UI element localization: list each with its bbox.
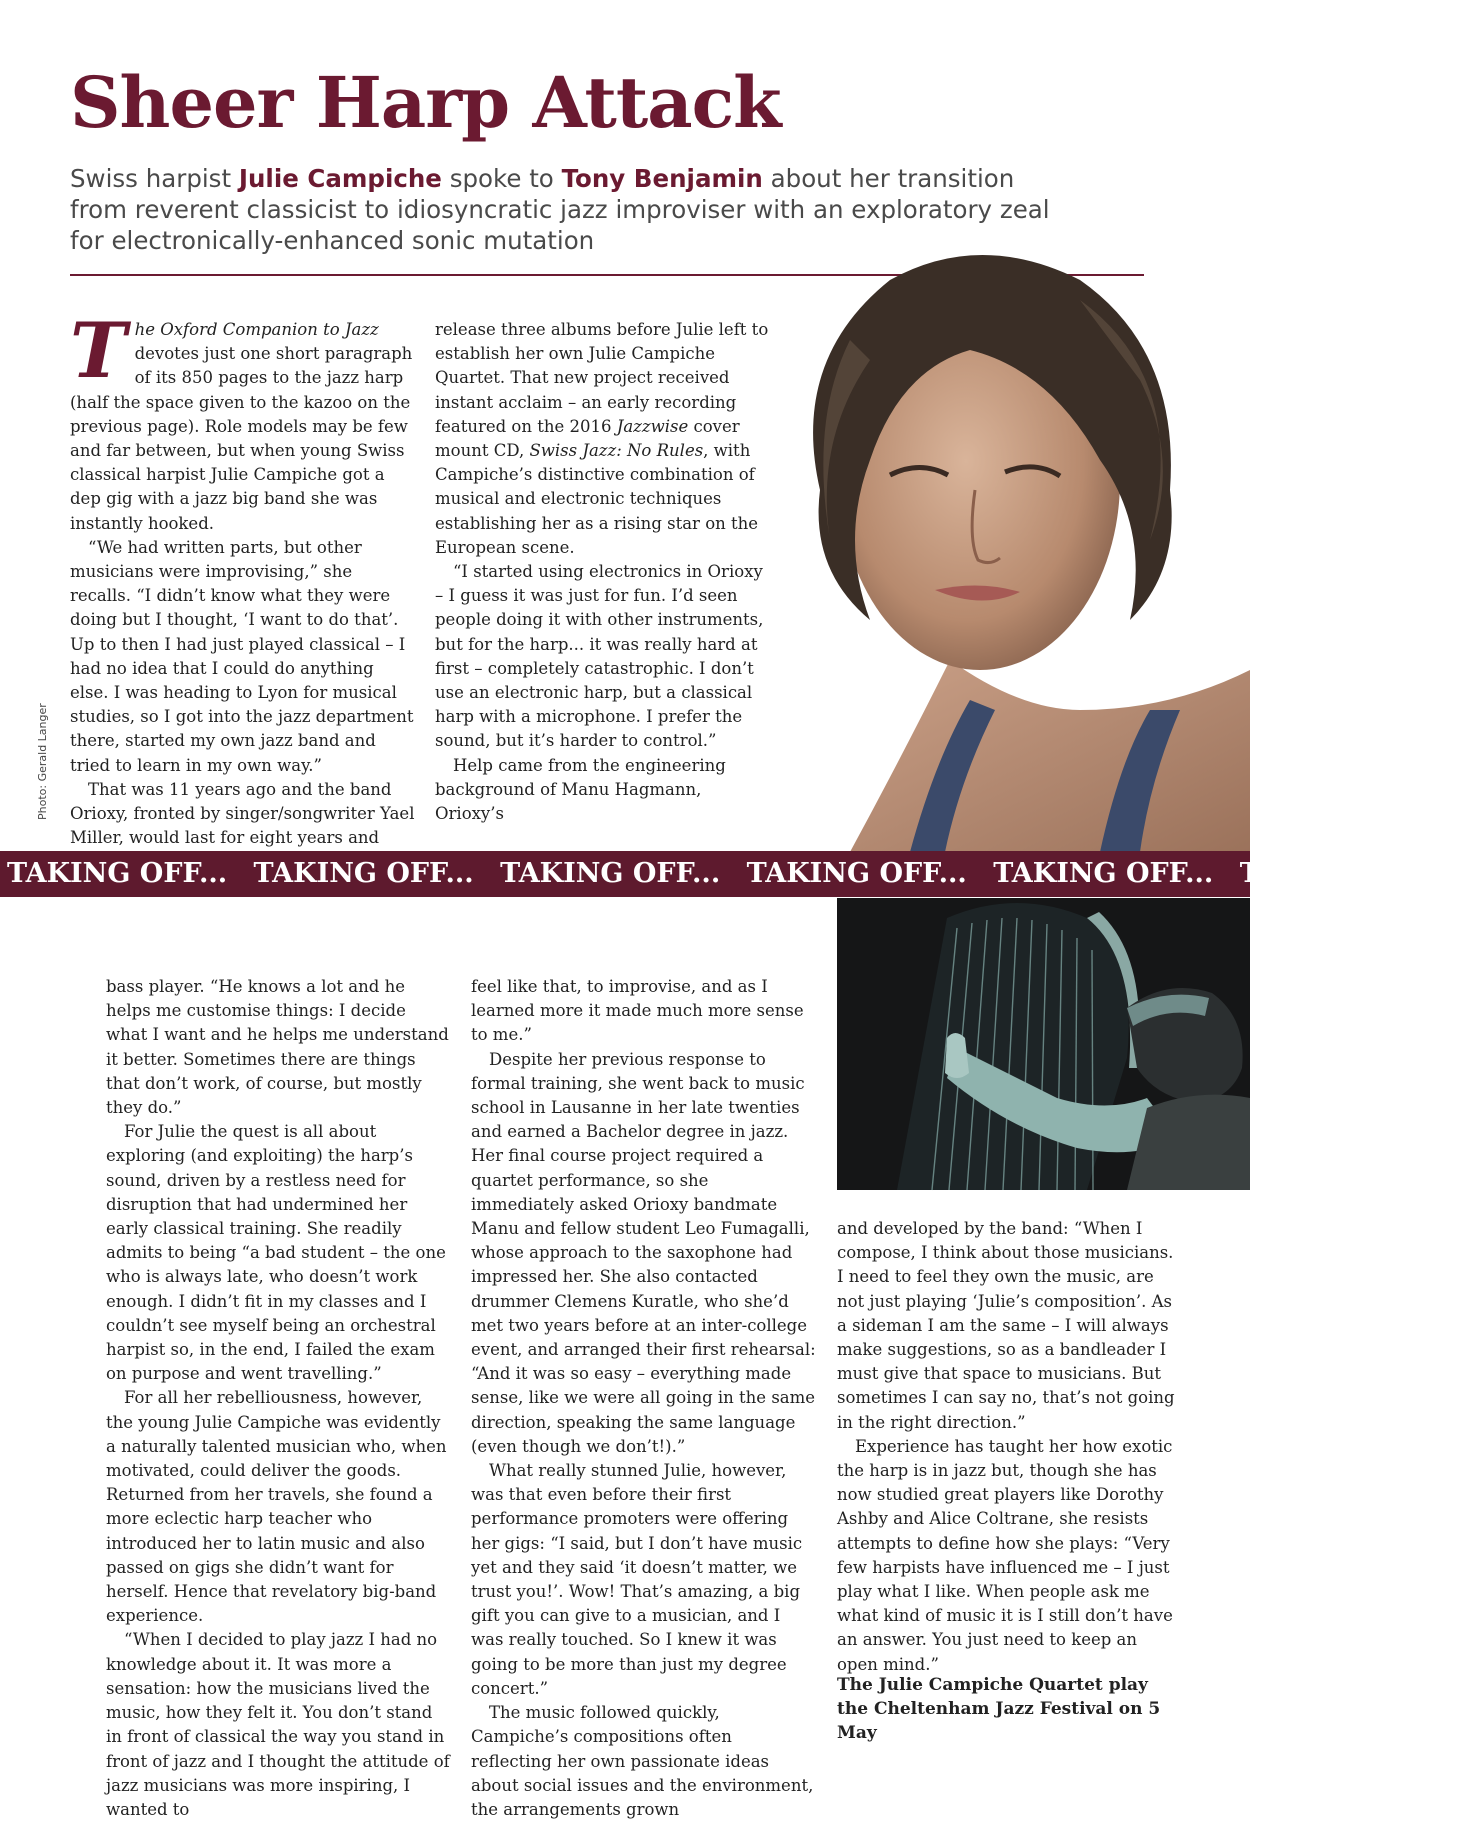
paragraph: “I started using electronics in Orioxy – I guess it was just for fun. I’d seen people doing it with other instruments, but for the harp... it was really hard at first – completely catastrophic. I don’t use an electronic harp, but a classical harp with a microphone. I prefer the sound, but it’s harder to control.” xyxy=(435,562,764,751)
magazine-title: Jazzwise xyxy=(616,416,689,436)
banner-label: TAKING OFF... xyxy=(746,858,967,889)
paragraph: “We had written parts, but other musicians were improvising,” she recalls. “I didn’t know what they were doing but I thought, ‘I want to do that’. Up to then I had just played classical – I had no idea that I could do anything else. I was heading to Lyon for musical studies, so I got into the jazz department there, started my own jazz band and tried to learn in my own way.” xyxy=(70,537,414,775)
column-5 xyxy=(837,1217,1182,1677)
banner-label: TAKING OFF... xyxy=(993,858,1214,889)
standfirst-text: spoke to xyxy=(441,164,562,193)
standfirst-text: about her transition from reverent classicist to idiosyncratic jazz improviser with an exploratory zeal for electronically-enhanced sonic mutation xyxy=(70,164,1050,255)
paragraph: “When I decided to play jazz I had no knowledge about it. It was more a sensation: how the musicians lived the music, how they felt it. You don’t stand in front of classical the way you stand in front of jazz and I thought the attitude of jazz musicians was more inspiring, I wanted to xyxy=(106,1630,450,1819)
gig-credit: The Julie Campiche Quartet play the Cheltenham Jazz Festival on 5 May xyxy=(837,1675,1161,1743)
paragraph-text: release three albums before Julie left to establish her own Julie Campiche Quartet. That new project received instant acclaim – an early recording featured on the 2016 xyxy=(435,320,769,436)
paragraph: Despite her previous response to formal training, she went back to music school in Lausanne in her late twenties and earned a Bachelor degree in jazz. Her final course project required a quartet performance, so she immediately asked Orioxy bandmate Manu and fellow student Leo Fumagalli, whose approach to the saxophone had impressed her. She also contacted drummer Clemens Kuratle, who she’d met two years before at an inter-college event, and arranged their first rehearsal: “And it was so easy – everything made sense, like we were all going in the same direction, speaking the same language (even though we don’t!).” xyxy=(471,1049,816,1456)
column-4 xyxy=(471,975,816,1822)
paragraph-text: cover mount CD, xyxy=(435,416,740,461)
banner-label: TAKING OFF... xyxy=(253,858,474,889)
paragraph-text: , with Campiche’s distinctive combination of musical and electronic techniques establishing her as a rising star on the European scene. xyxy=(435,441,759,557)
paragraph: bass player. “He knows a lot and he helps me customise things: I decide what I want and he helps me understand it better. Sometimes there are things that don’t work, of course, but mostly they do.” xyxy=(106,977,449,1118)
author-name: Tony Benjamin xyxy=(561,164,763,193)
taking-off-banner xyxy=(0,851,1460,897)
paragraph: For all her rebelliousness, however, the young Julie Campiche was evidently a naturally talented musician who, when motivated, could deliver the goods. Returned from her travels, she found a more eclectic harp teacher who introduced her to latin music and also passed on gigs she didn’t want for herself. Hence that revelatory big-band experience. xyxy=(106,1388,447,1626)
banner-label: TAKING OFF... xyxy=(1239,858,1460,889)
paragraph: What really stunned Julie, however, was that even before their first performance promoters were offering her gigs: “I said, but I don’t have music yet and they said ‘it doesn’t matter, we trust you!’. Wow! That’s amazing, a big gift you can give to a musician, and I was really touched. So I knew it was going to be more than just my degree concert.” xyxy=(471,1461,803,1698)
paragraph: and developed by the band: “When I compose, I think about those musicians. I need to feel they own the music, are not just playing ‘Julie’s composition’. As a sideman I am the same – I will always make suggestions, so as a bandleader I must give that space to musicians. But sometimes I can say no, that’s not going in the right direction.” xyxy=(837,1219,1175,1432)
column-1 xyxy=(70,306,415,850)
paragraph: Experience has taught her how exotic the harp is in jazz but, though she has now studied great players like Dorothy Ashby and Alice Coltrane, she resists attempts to define how she plays: “Very few harpists have influenced me – I just play what I like. When people ask me what kind of music it is I still don’t have an answer. You just need to keep an open mind.” xyxy=(837,1436,1173,1674)
paragraph: Help came from the engineering background of Manu Hagmann, Orioxy’s xyxy=(435,755,726,824)
photo-credit: Photo: Gerald Langer xyxy=(36,703,49,820)
article-title: Sheer Harp Attack xyxy=(70,61,781,144)
column-3 xyxy=(106,975,451,1822)
paragraph-text: devotes just one short paragraph of its 850 pages to the jazz harp (half the space given to the kazoo on the previous page). Role models may be few and far between, but when young Swiss classical harpist Julie Campiche got a dep gig with a jazz big band she was instantly hooked. xyxy=(70,344,413,533)
standfirst-text: Swiss harpist xyxy=(70,164,239,193)
paragraph: The music followed quickly, Campiche’s compositions often reflecting her own passionate ideas about social issues and the environment, the arrangements grown xyxy=(471,1703,814,1819)
banner-label: TAKING OFF... xyxy=(7,858,228,889)
paragraph: For Julie the quest is all about exploring (and exploiting) the harp’s sound, driven by a restless need for disruption that had undermined her early classical training. She readily admits to being “a bad student – the one who is always late, who doesn’t work enough. I didn’t fit in my classes and I couldn’t see myself being an orchestral harpist so, in the end, I failed the exam on purpose and went travelling.” xyxy=(106,1122,446,1384)
drop-cap: T xyxy=(70,306,127,395)
paragraph: feel like that, to improvise, and as I learned more it made much more sense to me.” xyxy=(471,977,804,1045)
banner-label: TAKING OFF... xyxy=(500,858,721,889)
album-title: Swiss Jazz: No Rules xyxy=(529,441,704,461)
harp-photo xyxy=(837,898,1250,1190)
book-title: he Oxford Companion to Jazz xyxy=(134,320,379,339)
paragraph: That was 11 years ago and the band Orioxy, fronted by singer/songwriter Yael Miller, would last for eight years and xyxy=(70,779,415,848)
portrait-photo xyxy=(720,240,1250,852)
paragraph xyxy=(70,306,415,536)
subject-name: Julie Campiche xyxy=(238,164,442,193)
